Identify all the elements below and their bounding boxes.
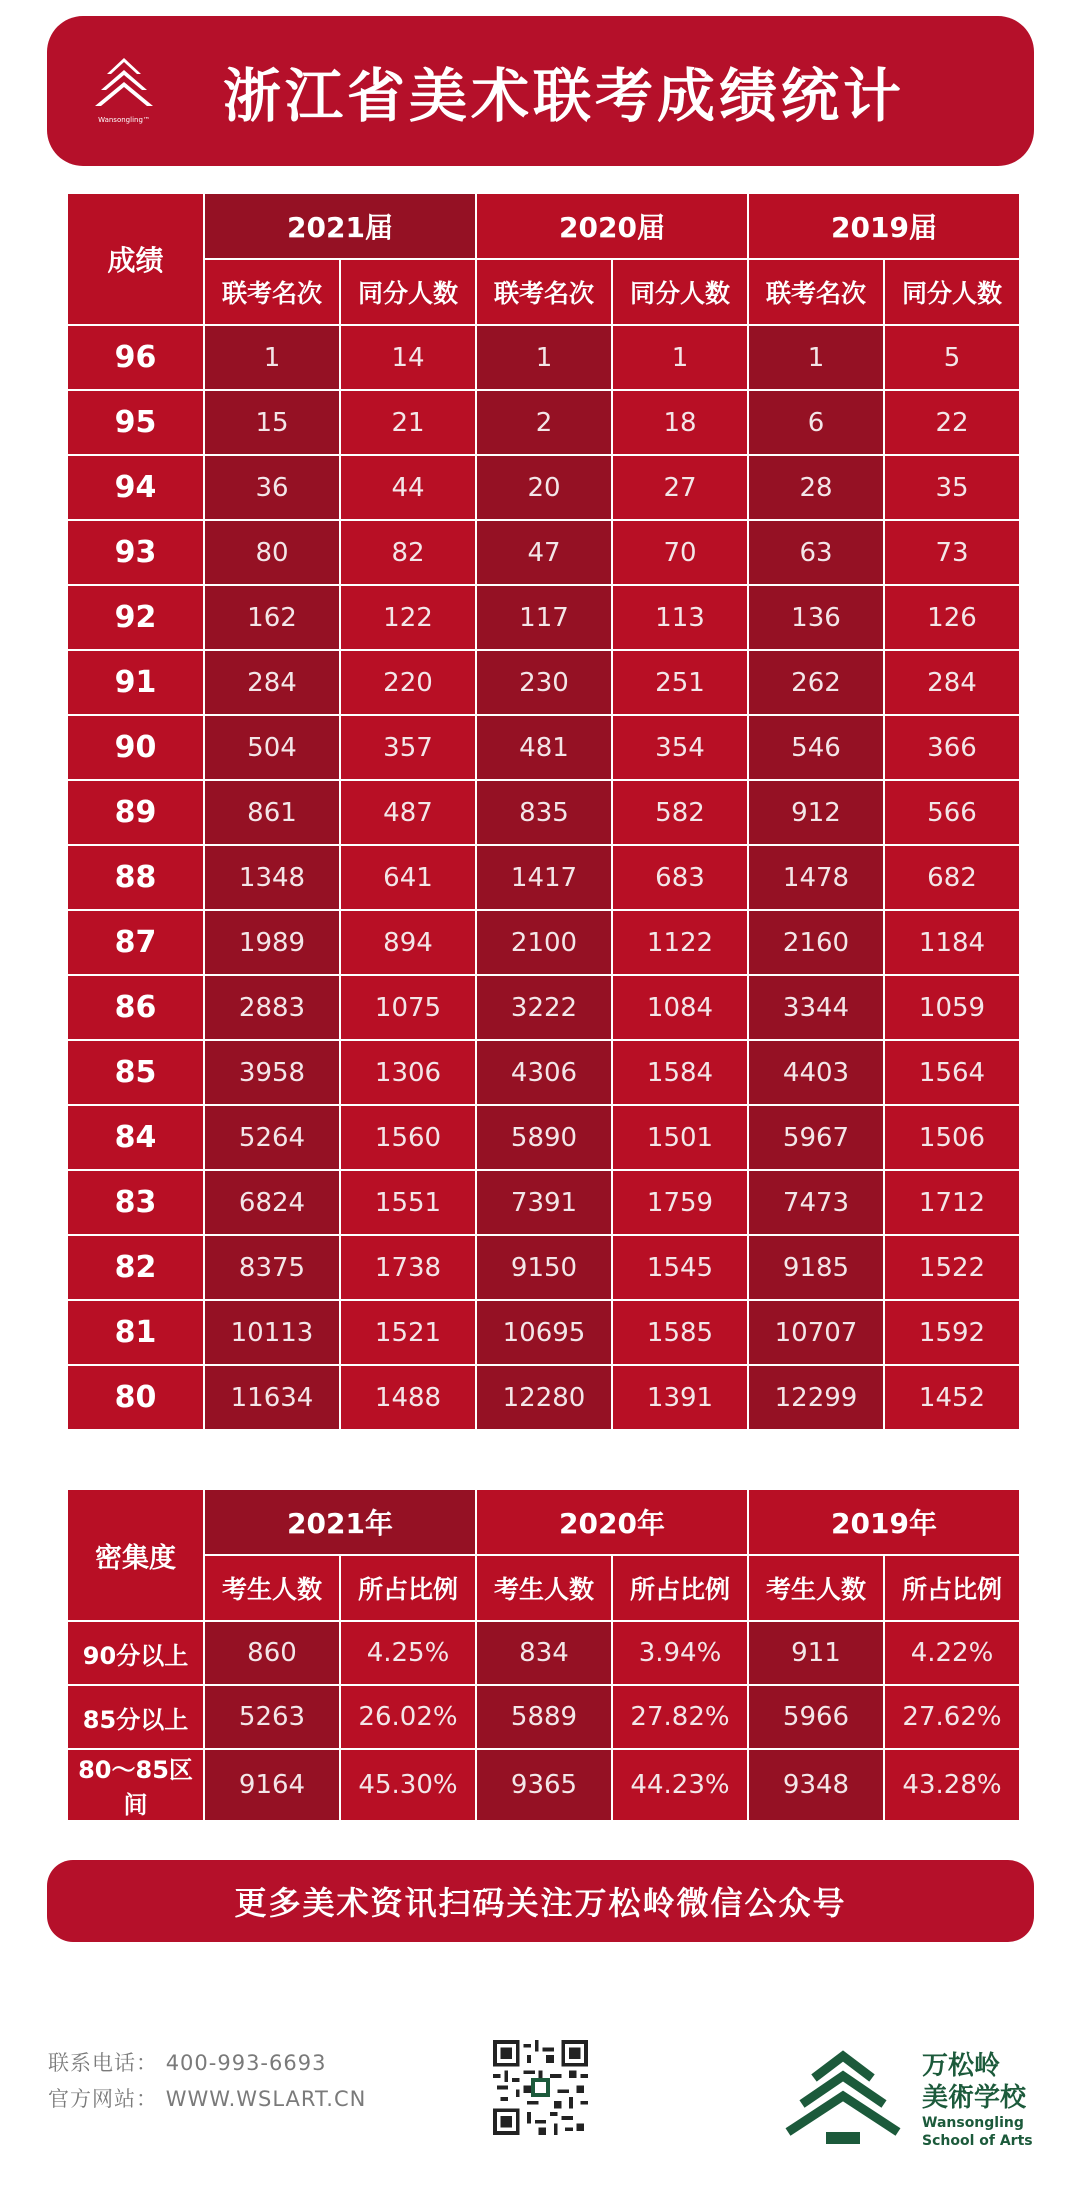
table-cell: 21 (340, 390, 476, 455)
table-cell: 1521 (340, 1300, 476, 1365)
density-column-header: 密集度 (67, 1489, 204, 1621)
row-label: 80～85区间 (67, 1749, 204, 1821)
table-cell: 566 (884, 780, 1020, 845)
table-cell: 4306 (476, 1040, 612, 1105)
table-cell: 70 (612, 520, 748, 585)
table-cell: 80 (204, 520, 340, 585)
table-row (67, 975, 1020, 1040)
table-cell: 481 (476, 715, 612, 780)
same-score-header: 同分人数 (340, 259, 476, 325)
table-cell: 5966 (748, 1685, 884, 1749)
ratio-header: 所占比例 (612, 1555, 748, 1621)
table-cell: 7473 (748, 1170, 884, 1235)
table-cell: 1184 (884, 910, 1020, 975)
table-cell: 22 (884, 390, 1020, 455)
table-cell: 5889 (476, 1685, 612, 1749)
table-cell: 82 (340, 520, 476, 585)
table-row (67, 715, 1020, 780)
table-cell: 2100 (476, 910, 612, 975)
table-row (67, 1685, 1020, 1749)
table-row (67, 1170, 1020, 1235)
table-row (67, 1040, 1020, 1105)
table-cell: 10695 (476, 1300, 612, 1365)
table-cell: 1 (204, 325, 340, 390)
row-label: 87 (67, 910, 204, 975)
table-cell: 9348 (748, 1749, 884, 1821)
row-label: 82 (67, 1235, 204, 1300)
row-label: 83 (67, 1170, 204, 1235)
table-cell: 5 (884, 325, 1020, 390)
table-row (67, 650, 1020, 715)
table-cell: 357 (340, 715, 476, 780)
table-cell: 1551 (340, 1170, 476, 1235)
table-cell: 2 (476, 390, 612, 455)
row-label: 85分以上 (67, 1685, 204, 1749)
year-header: 2019年 (748, 1489, 1020, 1555)
table-cell: 1712 (884, 1170, 1020, 1235)
rank-header: 联考名次 (476, 259, 612, 325)
table-cell: 641 (340, 845, 476, 910)
table-cell: 35 (884, 455, 1020, 520)
table-cell: 6824 (204, 1170, 340, 1235)
same-score-header: 同分人数 (612, 259, 748, 325)
table-row (67, 1235, 1020, 1300)
table-cell: 1759 (612, 1170, 748, 1235)
table-cell: 912 (748, 780, 884, 845)
table-cell: 230 (476, 650, 612, 715)
table-cell: 9365 (476, 1749, 612, 1821)
score-column-header: 成绩 (67, 193, 204, 325)
ratio-header: 所占比例 (884, 1555, 1020, 1621)
row-label: 86 (67, 975, 204, 1040)
table-cell: 1478 (748, 845, 884, 910)
table-cell: 5263 (204, 1685, 340, 1749)
year-header: 2020年 (476, 1489, 748, 1555)
table-cell: 136 (748, 585, 884, 650)
table-row (67, 910, 1020, 975)
brand-name-en2: School of Arts (922, 2133, 1033, 2149)
row-label: 81 (67, 1300, 204, 1365)
table-cell: 63 (748, 520, 884, 585)
table-cell: 682 (884, 845, 1020, 910)
table-cell: 1564 (884, 1040, 1020, 1105)
table-cell: 44.23% (612, 1749, 748, 1821)
table-cell: 894 (340, 910, 476, 975)
table-cell: 1 (748, 325, 884, 390)
row-label: 84 (67, 1105, 204, 1170)
brand-name-cn: 万松岭 (922, 2051, 1001, 2081)
table-cell: 683 (612, 845, 748, 910)
table-cell: 3222 (476, 975, 612, 1040)
row-label: 88 (67, 845, 204, 910)
table-cell: 860 (204, 1621, 340, 1685)
table-cell: 43.28% (884, 1749, 1020, 1821)
table-cell: 4.22% (884, 1621, 1020, 1685)
row-label: 90 (67, 715, 204, 780)
rank-header: 联考名次 (748, 259, 884, 325)
table-cell: 220 (340, 650, 476, 715)
table-cell: 4.25% (340, 1621, 476, 1685)
row-label: 91 (67, 650, 204, 715)
row-label: 92 (67, 585, 204, 650)
year-header: 2021届 (204, 193, 476, 259)
row-label: 94 (67, 455, 204, 520)
table-cell: 5264 (204, 1105, 340, 1170)
table-cell: 1 (476, 325, 612, 390)
table-cell: 251 (612, 650, 748, 715)
table-cell: 1452 (884, 1365, 1020, 1430)
table-cell: 1584 (612, 1040, 748, 1105)
table-cell: 9150 (476, 1235, 612, 1300)
site-line: 官方网站： WWW.WSLART.CN (48, 2087, 367, 2111)
table-cell: 504 (204, 715, 340, 780)
year-header: 2020届 (476, 193, 748, 259)
table-cell: 73 (884, 520, 1020, 585)
table-cell: 9185 (748, 1235, 884, 1300)
table-cell: 162 (204, 585, 340, 650)
table-cell: 126 (884, 585, 1020, 650)
table-cell: 834 (476, 1621, 612, 1685)
year-header: 2021年 (204, 1489, 476, 1555)
table-cell: 117 (476, 585, 612, 650)
table-cell: 26.02% (340, 1685, 476, 1749)
table-row (67, 1621, 1020, 1685)
table-cell: 18 (612, 390, 748, 455)
table-cell: 7391 (476, 1170, 612, 1235)
table-cell: 9164 (204, 1749, 340, 1821)
count-header: 考生人数 (476, 1555, 612, 1621)
table-cell: 5967 (748, 1105, 884, 1170)
phone-line: 联系电话： 400-993-6693 (48, 2051, 327, 2075)
brand-text (922, 2050, 1062, 2150)
phone-number[interactable]: 400-993-6693 (165, 2051, 327, 2075)
table-cell: 3958 (204, 1040, 340, 1105)
table-cell: 1738 (340, 1235, 476, 1300)
table-cell: 6 (748, 390, 884, 455)
table-cell: 10113 (204, 1300, 340, 1365)
table-cell: 284 (884, 650, 1020, 715)
row-label: 95 (67, 390, 204, 455)
table-cell: 1391 (612, 1365, 748, 1430)
table-cell: 2883 (204, 975, 340, 1040)
table-row (67, 520, 1020, 585)
title-banner (47, 16, 1034, 166)
table-cell: 28 (748, 455, 884, 520)
table-cell: 15 (204, 390, 340, 455)
table-cell: 1545 (612, 1235, 748, 1300)
table-cell: 487 (340, 780, 476, 845)
qr-code-icon[interactable] (493, 2040, 588, 2135)
table-cell: 284 (204, 650, 340, 715)
table-cell: 861 (204, 780, 340, 845)
table-cell: 1348 (204, 845, 340, 910)
contact-info (48, 2045, 366, 2117)
follow-banner: 更多美术资讯扫码关注万松岭微信公众号 (47, 1860, 1034, 1942)
svg-text:Wansongling™: Wansongling™ (98, 116, 150, 124)
row-label: 96 (67, 325, 204, 390)
table-cell: 1417 (476, 845, 612, 910)
table-cell: 1306 (340, 1040, 476, 1105)
same-score-header: 同分人数 (884, 259, 1020, 325)
table-cell: 911 (748, 1621, 884, 1685)
table-cell: 1122 (612, 910, 748, 975)
table-cell: 1501 (612, 1105, 748, 1170)
table-row (67, 1749, 1020, 1821)
table-row (67, 780, 1020, 845)
table-cell: 3.94% (612, 1621, 748, 1685)
table-cell: 3344 (748, 975, 884, 1040)
table-cell: 2160 (748, 910, 884, 975)
table-cell: 27 (612, 455, 748, 520)
table-row (67, 1365, 1020, 1430)
table-cell: 1506 (884, 1105, 1020, 1170)
table-cell: 20 (476, 455, 612, 520)
brand-name-en: Wansongling (922, 2115, 1024, 2131)
table-cell: 4403 (748, 1040, 884, 1105)
table-cell: 11634 (204, 1365, 340, 1430)
table-row (67, 390, 1020, 455)
row-label: 93 (67, 520, 204, 585)
table-cell: 1059 (884, 975, 1020, 1040)
table-cell: 27.62% (884, 1685, 1020, 1749)
table-cell: 113 (612, 585, 748, 650)
table-cell: 354 (612, 715, 748, 780)
ratio-header: 所占比例 (340, 1555, 476, 1621)
table-cell: 1488 (340, 1365, 476, 1430)
table-cell: 582 (612, 780, 748, 845)
table-cell: 1075 (340, 975, 476, 1040)
table-cell: 1989 (204, 910, 340, 975)
table-cell: 8375 (204, 1235, 340, 1300)
table-cell: 366 (884, 715, 1020, 780)
row-label: 89 (67, 780, 204, 845)
row-label: 90分以上 (67, 1621, 204, 1685)
table-cell: 122 (340, 585, 476, 650)
rank-header: 联考名次 (204, 259, 340, 325)
brand-name-cn2: 美術学校 (922, 2083, 1027, 2113)
table-row (67, 845, 1020, 910)
table-cell: 1585 (612, 1300, 748, 1365)
table-cell: 44 (340, 455, 476, 520)
table-cell: 835 (476, 780, 612, 845)
table-cell: 47 (476, 520, 612, 585)
count-header: 考生人数 (748, 1555, 884, 1621)
table-cell: 1522 (884, 1235, 1020, 1300)
table-cell: 36 (204, 455, 340, 520)
table-cell: 1 (612, 325, 748, 390)
table-row (67, 585, 1020, 650)
table-cell: 262 (748, 650, 884, 715)
table-cell: 27.82% (612, 1685, 748, 1749)
pine-tree-logo-icon (782, 2048, 904, 2148)
table-cell: 1592 (884, 1300, 1020, 1365)
table-cell: 12299 (748, 1365, 884, 1430)
scores-table (66, 192, 1021, 1431)
row-label: 85 (67, 1040, 204, 1105)
table-row (67, 1105, 1020, 1170)
row-label: 80 (67, 1365, 204, 1430)
table-cell: 1560 (340, 1105, 476, 1170)
site-label: 官方网站 (48, 2087, 136, 2111)
table-cell: 45.30% (340, 1749, 476, 1821)
table-row (67, 325, 1020, 390)
table-cell: 1084 (612, 975, 748, 1040)
table-row (67, 1300, 1020, 1365)
site-link[interactable]: WWW.WSLART.CN (165, 2087, 367, 2111)
table-cell: 14 (340, 325, 476, 390)
page-title: 浙江省美术联考成绩统计 (223, 62, 906, 130)
phone-label: 联系电话 (48, 2051, 136, 2075)
density-table (66, 1488, 1021, 1822)
table-cell: 10707 (748, 1300, 884, 1365)
table-cell: 5890 (476, 1105, 612, 1170)
table-cell: 12280 (476, 1365, 612, 1430)
wansongling-logo-icon (85, 52, 163, 130)
year-header: 2019届 (748, 193, 1020, 259)
count-header: 考生人数 (204, 1555, 340, 1621)
table-cell: 546 (748, 715, 884, 780)
table-row (67, 455, 1020, 520)
